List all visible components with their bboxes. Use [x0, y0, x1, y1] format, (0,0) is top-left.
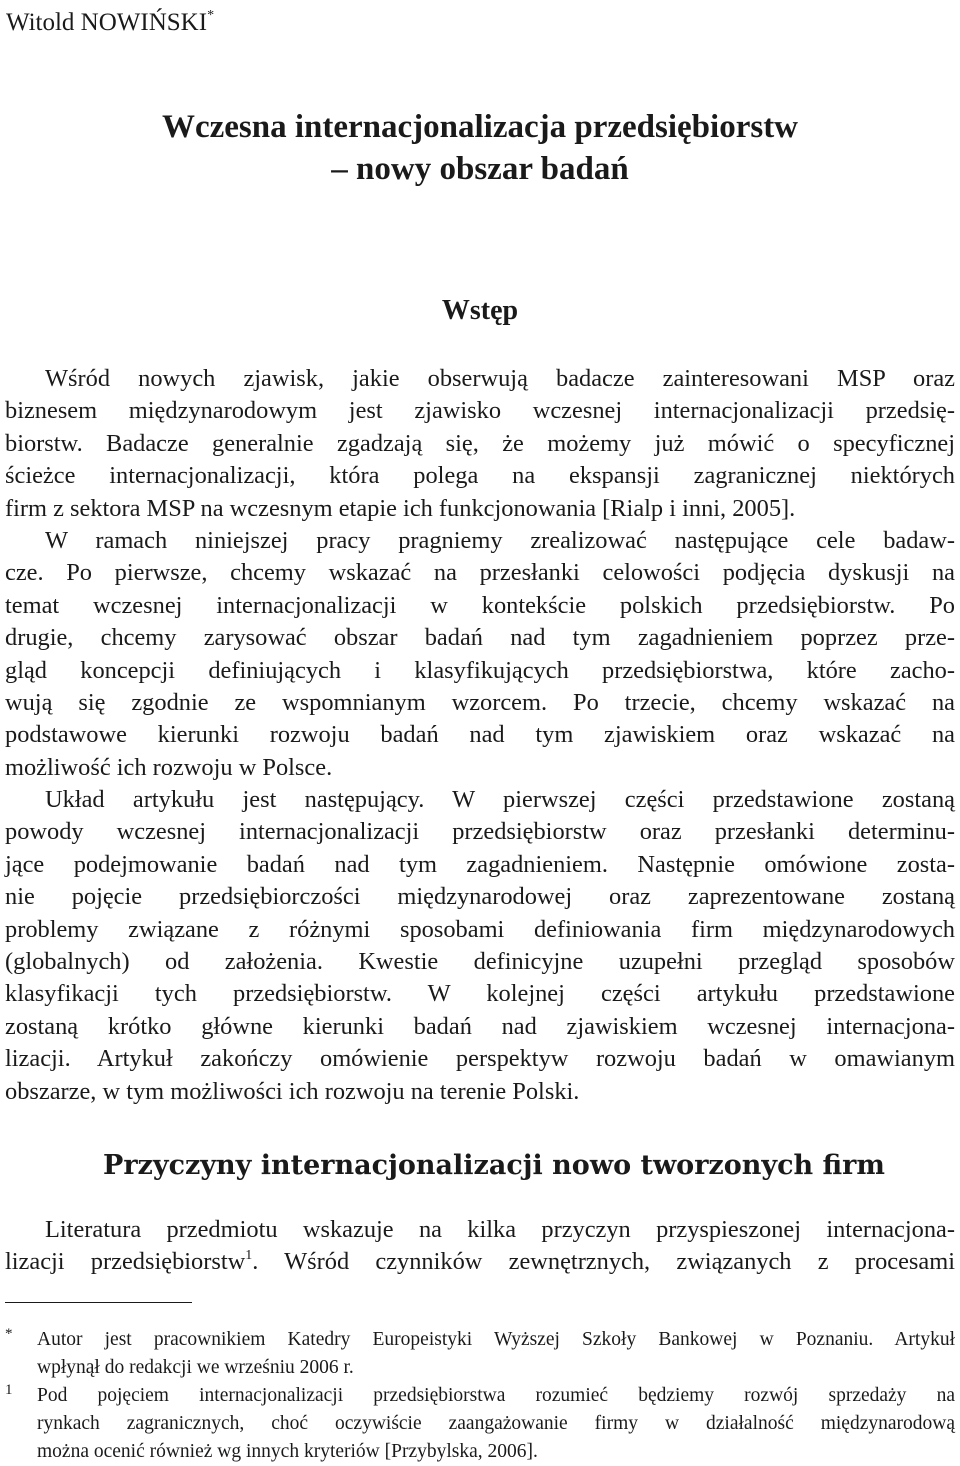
causes-line: [5, 1246, 955, 1278]
footnote-ref-1[interactable]: 1: [245, 1248, 253, 1264]
intro-line: W ramach niniejszej pracy pragniemy zrealizować następujące cele badaw-: [45, 526, 955, 554]
section-heading-causes: Przyczyny internacjonalizacji nowo tworzonych firm: [103, 1150, 885, 1181]
footnote-line: można ocenić również wg innych kryteriów [Przybylska, 2006].: [37, 1441, 538, 1462]
intro-line: możliwość ich rozwoju w Polsce.: [5, 753, 333, 781]
intro-line: gląd koncepcji definiujących i klasyfikujących przedsiębiorstwa, które zacho-: [5, 656, 955, 684]
footnote-line: rynkach zagranicznych, choć oczywiście zaangażowanie firmy w działalność międzynarodową: [37, 1413, 955, 1434]
intro-body: [5, 363, 955, 1108]
intro-line: lizacji. Artykuł zakończy omówienie perspektyw rozwoju badań w omawianym: [5, 1045, 955, 1073]
author-footnote-mark: *: [207, 8, 215, 23]
intro-line: temat wczesnej internacjonalizacji w kontekście polskich przedsiębiorstw. Po: [5, 591, 955, 619]
intro-line: obszarze, w tym możliwości ich rozwoju na terenie Polski.: [5, 1077, 580, 1105]
footnote-mark: *: [5, 1326, 13, 1342]
causes-line: Literatura przedmiotu wskazuje na kilka przyczyn przyspieszonej internacjona-: [45, 1216, 955, 1243]
intro-line: biznesem międzynarodowym jest zjawisko wczesnej internacjonalizacji przedsię-: [5, 397, 955, 425]
causes-body: [5, 1214, 955, 1279]
intro-line: Układ artykułu jest następujący. W pierwszej części przedstawione zostaną: [45, 786, 955, 814]
intro-line: problemy związane z różnymi sposobami definiowania firm międzynarodowych: [5, 915, 955, 943]
footnote-line: wpłynął do redakcji we wrześniu 2006 r.: [37, 1357, 354, 1378]
intro-line: biorstw. Badacze generalnie zgadzają się, że możemy już mówić o specyficznej: [5, 429, 955, 457]
footnote-divider: [5, 1302, 192, 1303]
intro-line: cze. Po pierwsze, chcemy wskazać na przesłanki celowości podjęcia dyskusji na: [5, 559, 955, 587]
author-name-text: Witold NOWIŃSKI: [6, 9, 208, 36]
intro-line: zostaną krótko główne kierunki badań nad zjawiskiem wczesnej internacjona-: [5, 1012, 955, 1040]
section-heading-intro: Wstęp: [441, 295, 519, 326]
intro-line: wują się zgodnie ze wspomnianym wzorcem. Po trzecie, chcemy wskazać na: [5, 688, 955, 716]
footnote-line: Autor jest pracownikiem Katedry Europeistyki Wyższej Szkoły Bankowej w Poznaniu. Artykuł: [37, 1329, 955, 1350]
causes-line-text: lizacji przedsiębiorstw: [5, 1248, 246, 1276]
intro-line: Wśród nowych zjawisk, jakie obserwują badacze zainteresowani MSP oraz: [45, 365, 955, 392]
intro-line: podstawowe kierunki rozwoju badań nad tym zjawiskiem oraz wskazać na: [5, 721, 955, 749]
intro-line: powody wczesnej internacjonalizacji przedsiębiorstw oraz przesłanki determinu-: [5, 818, 955, 846]
article-title-line-1: Wczesna internacjonalizacja przedsiębiorstw: [161, 109, 799, 145]
intro-line: (globalnych) od założenia. Kwestie definicyjne uzupełni przegląd sposobów: [5, 948, 955, 976]
intro-line: firm z sektora MSP na wczesnym etapie ich funkcjonowania [Rialp i inni, 2005].: [5, 494, 796, 522]
intro-line: nie pojęcie przedsiębiorczości międzynarodowej oraz zaprezentowane zostaną: [5, 883, 955, 911]
intro-line: ścieżce internacjonalizacji, która polega na ekspansji zagranicznej niektórych: [5, 462, 955, 490]
intro-line: drugie, chcemy zarysować obszar badań nad tym zagadnieniem poprzez prze-: [5, 624, 955, 652]
article-title: [0, 106, 960, 190]
intro-line: jące podejmowanie badań nad tym zagadnieniem. Następnie omówione zosta-: [5, 850, 955, 878]
footnote-line: Pod pojęciem internacjonalizacji przedsiębiorstwa rozumieć będziemy rozwój sprzedaży na: [37, 1385, 955, 1406]
footnotes: [5, 1326, 955, 1466]
footnote-mark: 1: [5, 1382, 13, 1398]
footnote-author: [5, 1326, 955, 1382]
footnote-1: [5, 1382, 955, 1466]
article-title-line-2: – nowy obszar badań: [331, 151, 629, 187]
causes-line-text: . Wśród czynników zewnętrznych, związanych z procesami: [252, 1248, 955, 1276]
author-name: [6, 8, 214, 38]
intro-line: klasyfikacji tych przedsiębiorstw. W kolejnej części artykułu przedstawione: [5, 980, 955, 1008]
